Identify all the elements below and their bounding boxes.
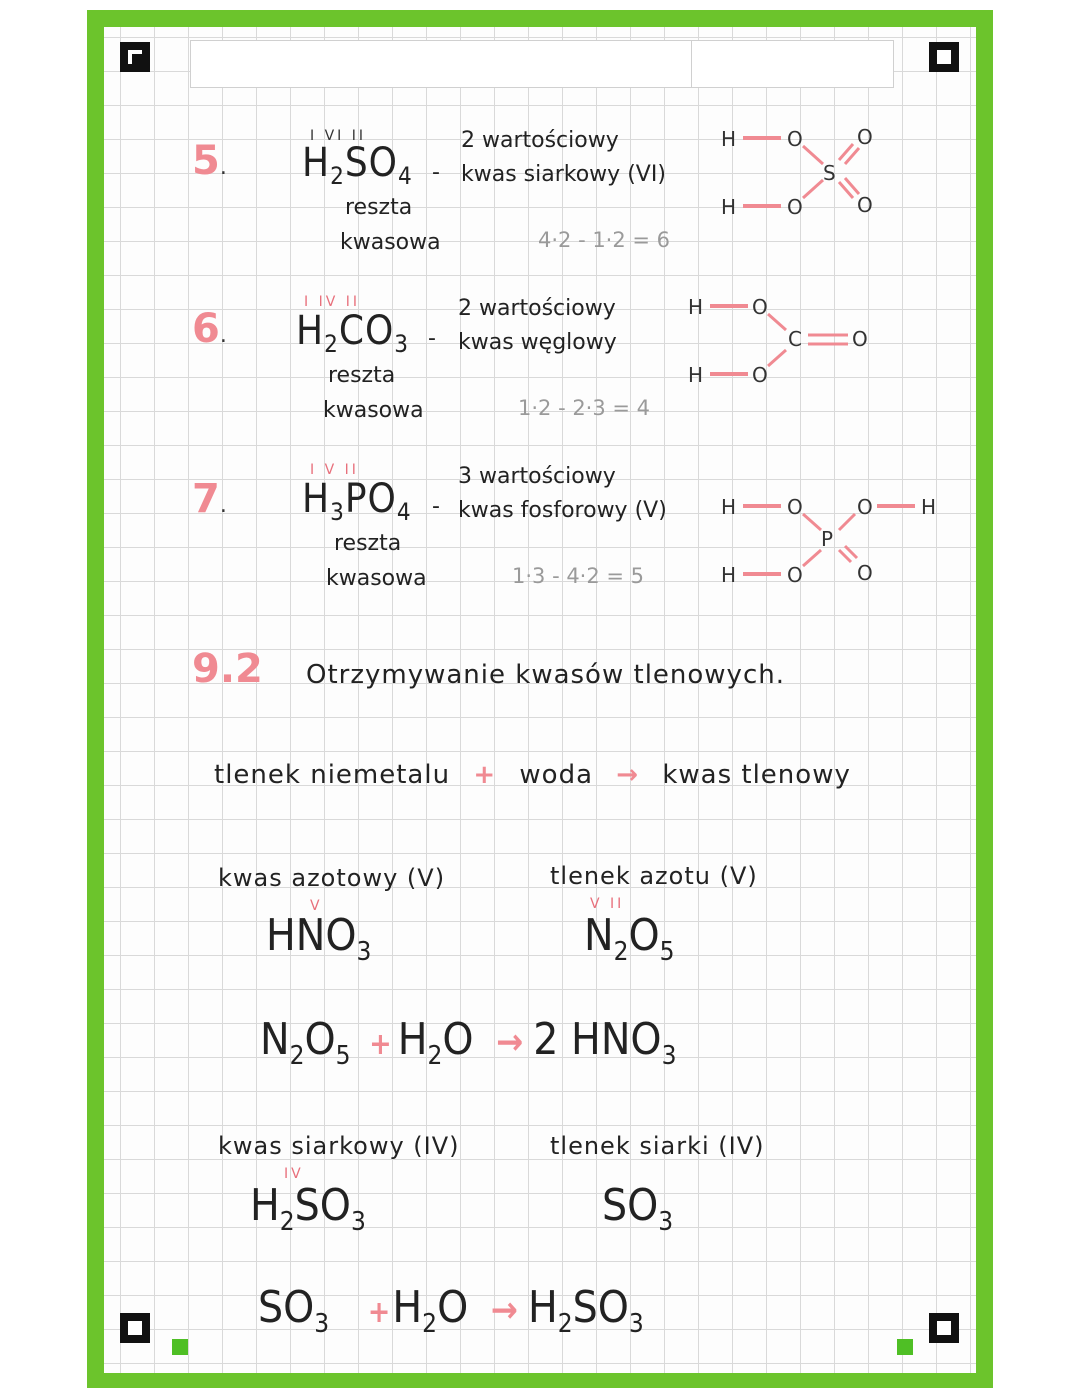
item-number: 6. xyxy=(192,306,227,352)
structure-diagram xyxy=(682,288,882,388)
atom-center: S xyxy=(823,161,836,185)
atom-o: O xyxy=(787,495,803,519)
dash: - xyxy=(428,326,436,351)
atom-o: O xyxy=(857,495,873,519)
bond xyxy=(803,514,821,530)
atom-h: H xyxy=(921,495,937,519)
reszta-label: reszta xyxy=(345,195,413,220)
atom-o: O xyxy=(857,125,873,149)
atom-o: O xyxy=(852,327,868,351)
item-number: 5. xyxy=(192,138,227,184)
oxide-name: tlenek siarki (IV) xyxy=(550,1132,765,1160)
atom-o: O xyxy=(787,563,803,587)
structure-diagram xyxy=(715,488,945,588)
oxidation-states: V xyxy=(310,898,323,914)
atom-h: H xyxy=(688,295,704,319)
acid-formula: $H_2SO_4$ xyxy=(302,140,413,190)
atom-h: H xyxy=(721,563,737,587)
bond xyxy=(803,146,823,164)
atom-h: H xyxy=(721,195,737,219)
structure-diagram xyxy=(715,120,885,220)
atom-center: C xyxy=(788,327,802,351)
bond xyxy=(768,314,786,330)
atom-o: O xyxy=(857,561,873,585)
section-title: Otrzymywanie kwasów tlenowych. xyxy=(306,660,785,690)
kwasowa-label: kwasowa xyxy=(340,230,441,255)
oxidation-states: V II xyxy=(590,896,625,912)
corner-marker-bottom-right xyxy=(929,1313,959,1343)
valency-label: 3 wartościowy xyxy=(458,464,616,489)
general-equation xyxy=(214,760,851,790)
acid-formula: $H_2CO_3$ xyxy=(296,308,410,358)
bond xyxy=(768,350,786,366)
dash: - xyxy=(432,494,440,519)
kwasowa-label: kwasowa xyxy=(326,566,427,591)
acid-name: kwas siarkowy (VI) xyxy=(461,162,666,187)
oxidation-states: I VI II xyxy=(310,128,366,144)
reaction-equation: $N_2O_5 + H_2O \to 2$ $HNO_3$ xyxy=(260,1014,677,1071)
atom-center: P xyxy=(821,527,834,551)
section-number: 9.2 xyxy=(192,646,263,692)
plus-sign: + xyxy=(473,760,497,790)
acid-formula: $H_2SO_3$ xyxy=(250,1180,366,1237)
oxidation-states: IV xyxy=(284,1166,304,1182)
atom-h: H xyxy=(721,127,737,151)
atom-o: O xyxy=(787,195,803,219)
oxidation-states: I IV II xyxy=(304,294,360,310)
acid-name: kwas węglowy xyxy=(458,330,617,355)
oxide-formula: $SO_3$ xyxy=(602,1180,674,1237)
dash: - xyxy=(432,160,440,185)
atom-o: O xyxy=(787,127,803,151)
reactant-water: woda xyxy=(519,760,593,790)
valency-label: 2 wartościowy xyxy=(458,296,616,321)
reszta-label: reszta xyxy=(328,363,396,388)
oxide-formula: $N_2O_5$ xyxy=(584,910,675,967)
atom-o: O xyxy=(752,363,768,387)
valency-calc: 1·3 - 4·2 = 5 xyxy=(512,564,645,588)
plus-sign: + xyxy=(367,1295,391,1330)
reaction-arrow: → xyxy=(490,1290,518,1331)
reactant-oxide: tlenek niemetalu xyxy=(214,760,451,790)
reaction-arrow: → xyxy=(616,760,640,790)
acid-name: kwas azotowy (V) xyxy=(218,864,446,892)
valency-calc: 1·2 - 2·3 = 4 xyxy=(518,396,651,420)
acid-name: kwas fosforowy (V) xyxy=(458,498,667,523)
bond xyxy=(839,514,855,530)
acid-formula: $H_3PO_4$ xyxy=(302,476,412,526)
reaction-arrow: → xyxy=(496,1022,524,1063)
oxide-name: tlenek azotu (V) xyxy=(550,862,758,890)
item-number: 7. xyxy=(192,476,227,522)
green-square-left xyxy=(172,1339,188,1355)
plus-sign: + xyxy=(369,1027,392,1062)
acid-formula: $HNO_3$ xyxy=(266,910,372,967)
reaction-equation: $SO_3 +H_2O \to H_2SO_3$ xyxy=(258,1282,644,1339)
bond xyxy=(803,550,821,566)
corner-marker-bottom-left xyxy=(120,1313,150,1343)
oxidation-states: I V II xyxy=(310,462,359,478)
atom-o: O xyxy=(857,193,873,217)
reszta-label: reszta xyxy=(334,531,402,556)
valency-label: 2 wartościowy xyxy=(461,128,619,153)
corner-marker-top-right xyxy=(929,42,959,72)
acid-name: kwas siarkowy (IV) xyxy=(218,1132,460,1160)
valency-calc: 4·2 - 1·2 = 6 xyxy=(538,228,671,252)
atom-o: O xyxy=(752,295,768,319)
bond xyxy=(803,180,823,198)
kwasowa-label: kwasowa xyxy=(323,398,424,423)
atom-h: H xyxy=(688,363,704,387)
header-box xyxy=(190,40,894,88)
atom-h: H xyxy=(721,495,737,519)
corner-marker-top-left xyxy=(120,42,150,72)
green-square-right xyxy=(897,1339,913,1355)
product-acid: kwas tlenowy xyxy=(662,760,851,790)
